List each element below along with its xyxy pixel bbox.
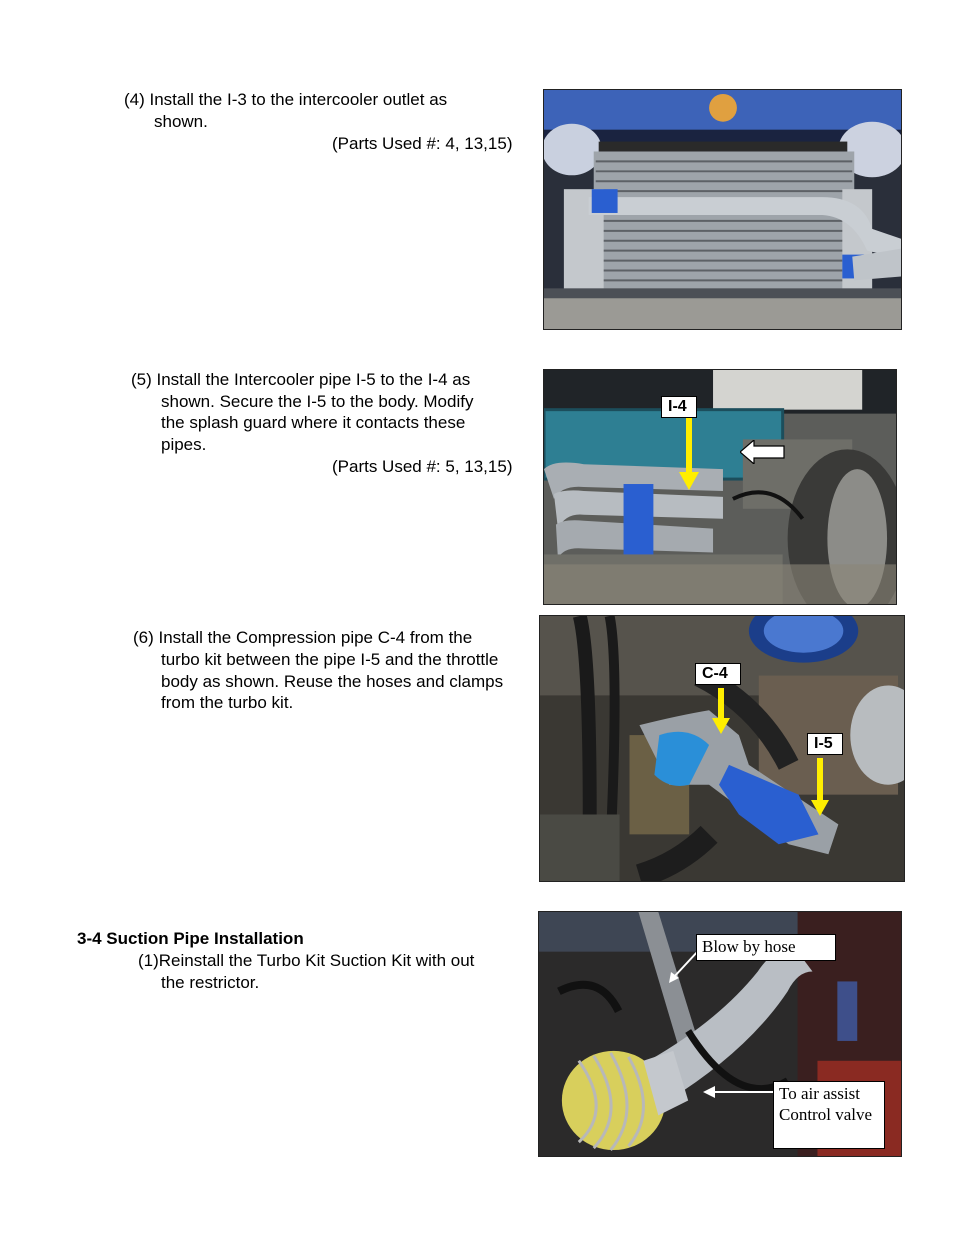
air-assist-pointer-icon xyxy=(703,1084,775,1098)
section-heading: 3-4 Suction Pipe Installation xyxy=(77,929,304,948)
step5-line2: shown. Secure the I-5 to the body. Modify xyxy=(161,392,474,411)
compression-pipe-photo xyxy=(539,615,905,882)
intercooler-pipe-photo xyxy=(543,369,897,605)
label-i5: I-5 xyxy=(807,733,843,755)
step4-line1: (4) Install the I-3 to the intercooler outlet as xyxy=(124,90,448,109)
label-c4: C-4 xyxy=(695,663,741,685)
intercooler-photo xyxy=(543,89,902,330)
step5-parts: (Parts Used #: 5, 13,15) xyxy=(332,457,513,476)
step4-parts: (Parts Used #: 4, 13,15) xyxy=(332,134,513,153)
callout-air-line2: Control valve xyxy=(779,1105,873,1124)
step5-line1: (5) Install the Intercooler pipe I-5 to the I-4 as xyxy=(131,370,471,389)
callout-air-line1: To air assist xyxy=(779,1084,860,1103)
label-i4: I-4 xyxy=(661,396,697,418)
white-arrow-icon xyxy=(740,440,786,464)
section-line2: the restrictor. xyxy=(161,973,260,992)
step5-line3: the splash guard where it contacts these xyxy=(161,413,466,432)
callout-blowby-text: Blow by hose xyxy=(702,937,796,956)
suction-pipe-photo xyxy=(538,911,902,1157)
callout-blowby-hose xyxy=(696,934,836,961)
i4-arrow-icon xyxy=(679,418,699,490)
step6-line1: (6) Install the Compression pipe C-4 from the xyxy=(133,628,473,647)
step5-line4: pipes. xyxy=(161,435,207,454)
callout-air-assist xyxy=(773,1081,885,1149)
c4-arrow-icon xyxy=(712,688,730,734)
step6-line2: turbo kit between the pipe I-5 and the throttle xyxy=(161,650,499,669)
step6-line3: body as shown. Reuse the hoses and clamps xyxy=(161,672,504,691)
step4-line2: shown. xyxy=(154,112,208,131)
i5-arrow-icon xyxy=(811,758,829,816)
section-line1: (1)Reinstall the Turbo Kit Suction Kit with out xyxy=(138,951,475,970)
step6-line4: from the turbo kit. xyxy=(161,693,294,712)
